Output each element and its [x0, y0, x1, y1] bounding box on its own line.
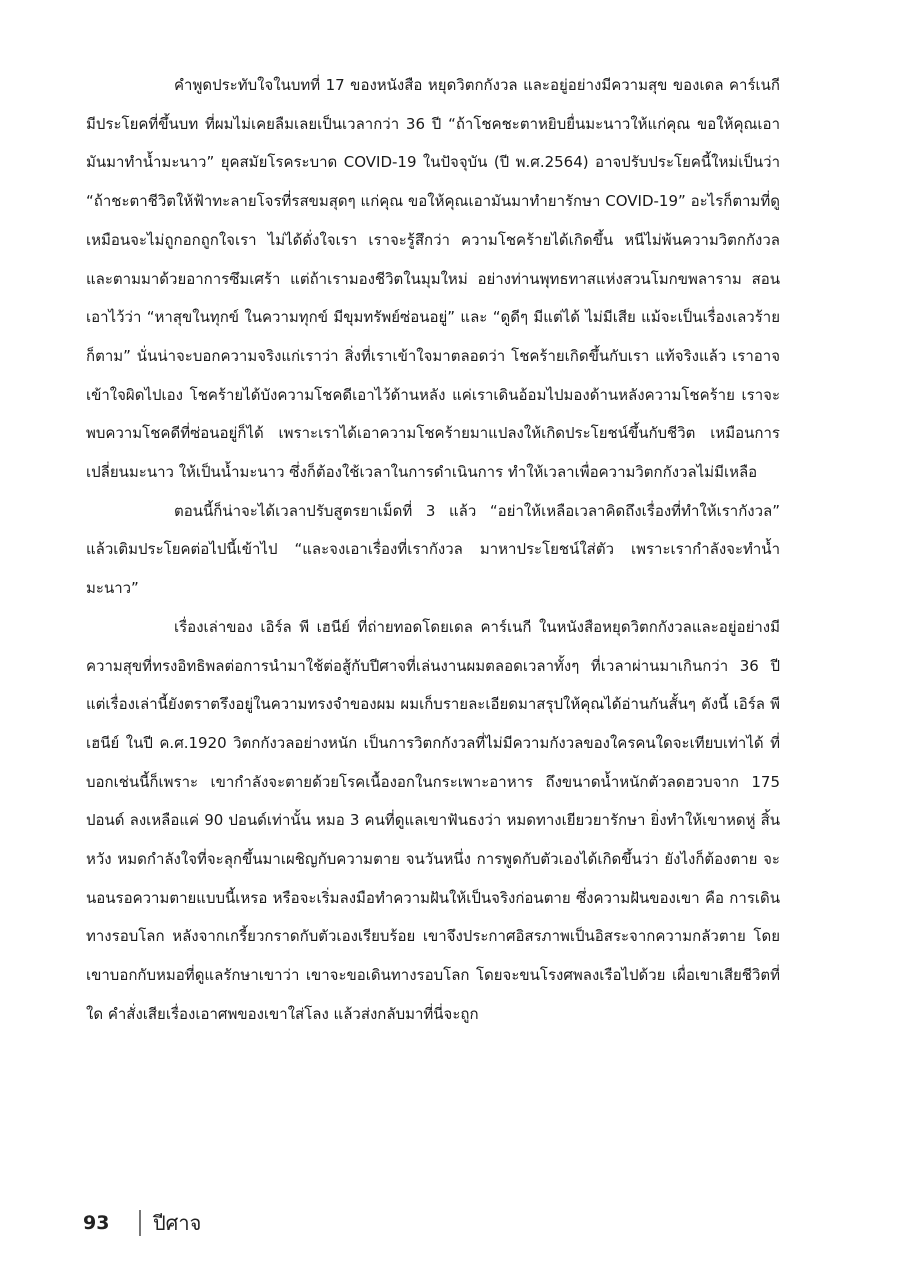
page-footer — [83, 1203, 201, 1243]
footer-divider — [139, 1210, 141, 1236]
running-title: ปีศาจ — [152, 1211, 202, 1235]
paragraph-1: คำพูดประทับใจในบทที่ 17 ของหนังสือ หยุดวิตกกังวล และอยู่อย่างมีความสุข ของเดล คาร์เนกี มีประโยคที่ขึ้นบท ที่ผมไม่เคยลืมเลยเป็นเวลากว่า 36 ปี “ถ้าโชคชะตาหยิบยื่นมะนาวให้แก่คุณ ขอให้คุณเอามันมาทำน้ำมะนาว” ยุคสมัยโรคระบาด COVID-19 ในปัจจุบัน (ปี พ.ศ.2564) อาจปรับประโยคนี้ใหม่เป็นว่า “ถ้าชะตาชีวิตให้ฟ้าทะลายโจรที่รสขมสุดๆ แก่คุณ ขอให้คุณเอามันมาทำยารักษา COVID-19” อะไรก็ตามที่ดูเหมือนจะไม่ถูกอกถูกใจเรา ไม่ได้ดั่งใจเรา เราจะรู้สึกว่า ความโชคร้ายได้เกิดขึ้น หนีไม่พ้นความวิตกกังวล และตามมาด้วยอาการซึมเศร้า แต่ถ้าเรามองชีวิตในมุมใหม่ อย่างท่านพุทธทาสแห่งสวนโมกขพลาราม สอนเอาไว้ว่า “หาสุขในทุกข์ ในความทุกข์ มีขุมทรัพย์ซ่อนอยู่” และ “ดูดีๆ มีแต่ได้ ไม่มีเสีย แม้จะเป็นเรื่องเลวร้ายก็ตาม” นั่นน่าจะบอกความจริงแก่เราว่า สิ่งที่เราเข้าใจมาตลอดว่า โชคร้ายเกิดขึ้นกับเรา แท้จริงแล้ว เราอาจเข้าใจผิดไปเอง โชคร้ายได้บังความโชคดีเอาไว้ด้านหลัง แค่เราเดินอ้อมไปมองด้านหลังความโชคร้าย เราจะพบความโชคดีที่ซ่อนอยู่ก็ได้ เพราะเราได้เอาความโชคร้ายมาแปลงให้เกิดประโยชน์ขึ้นกับชีวิต เหมือนการเปลี่ยนมะนาว ให้เป็นน้ำมะนาว ซึ่งก็ต้องใช้เวลาในการดำเนินการ ทำให้เวลาเพื่อความวิตกกังวลไม่มีเหลือ — [86, 76, 780, 482]
paragraph-3: เรื่องเล่าของ เอิร์ล พี เฮนีย์ ที่ถ่ายทอดโดยเดล คาร์เนกี ในหนังสือหยุดวิตกกังวลและอยู่อย่างมีความสุขที่ทรงอิทธิพลต่อการนำมาใช้ต่อสู้กับปีศาจที่เล่นงานผมตลอดเวลาทั้งๆ ที่เวลาผ่านมาเกินกว่า 36 ปี แต่เรื่องเล่านี้ยังตราตรึงอยู่ในความทรงจำของผม ผมเก็บรายละเอียดมาสรุปให้คุณได้อ่านกันสั้นๆ ดังนี้ เอิร์ล พี เฮนีย์ ในปี ค.ศ.1920 วิตกกังวลอย่างหนัก เป็นการวิตกกังวลที่ไม่มีความกังวลของใครคนใดจะเทียบเท่าได้ ที่บอกเช่นนี้ก็เพราะ เขากำลังจะตายด้วยโรคเนื้องอกในกระเพาะอาหาร ถึงขนาดน้ำหนักตัวลดฮวบจาก 175 ปอนด์ ลงเหลือแค่ 90 ปอนด์เท่านั้น หมอ 3 คนที่ดูแลเขาฟันธงว่า หมดทางเยียวยารักษา ยิ่งทำให้เขาหดหู่ สิ้นหวัง หมดกำลังใจที่จะลุกขึ้นมาเผชิญกับความตาย จนวันหนึ่ง การพูดกับตัวเองได้เกิดขึ้นว่า ยังไงก็ต้องตาย จะนอนรอความตายแบบนี้เหรอ หรือจะเริ่มลงมือทำความฝันให้เป็นจริงก่อนตาย ซึ่งความฝันของเขา คือ การเดินทางรอบโลก หลังจากเกรี้ยวกราดกับตัวเองเรียบร้อย เขาจึงประกาศอิสรภาพเป็นอิสระจากความกลัวตาย โดยเขาบอกกับหมอที่ดูแลรักษาเขาว่า เขาจะขอเดินทางรอบโลก โดยจะขนโรงศพลงเรือไปด้วย เผื่อเขาเสียชีวิตที่ใด คำสั่งเสียเรื่องเอาศพของเขาใส่โลง แล้วส่งกลับมาที่นี่จะถูก — [86, 617, 780, 1023]
paragraph-2: ตอนนี้ก็น่าจะได้เวลาปรับสูตรยาเม็ดที่ 3 แล้ว “อย่าให้เหลือเวลาคิดถึงเรื่องที่ทำให้เรากังวล” แล้วเติมประโยคต่อไปนี้เข้าไป “และจงเอาเรื่องที่เรากังวล มาหาประโยชน์ใส่ตัว เพราะเรากำลังจะทำน้ำมะนาว” — [86, 501, 780, 598]
page-number: 93 — [83, 1212, 110, 1234]
page-body — [86, 66, 780, 1176]
